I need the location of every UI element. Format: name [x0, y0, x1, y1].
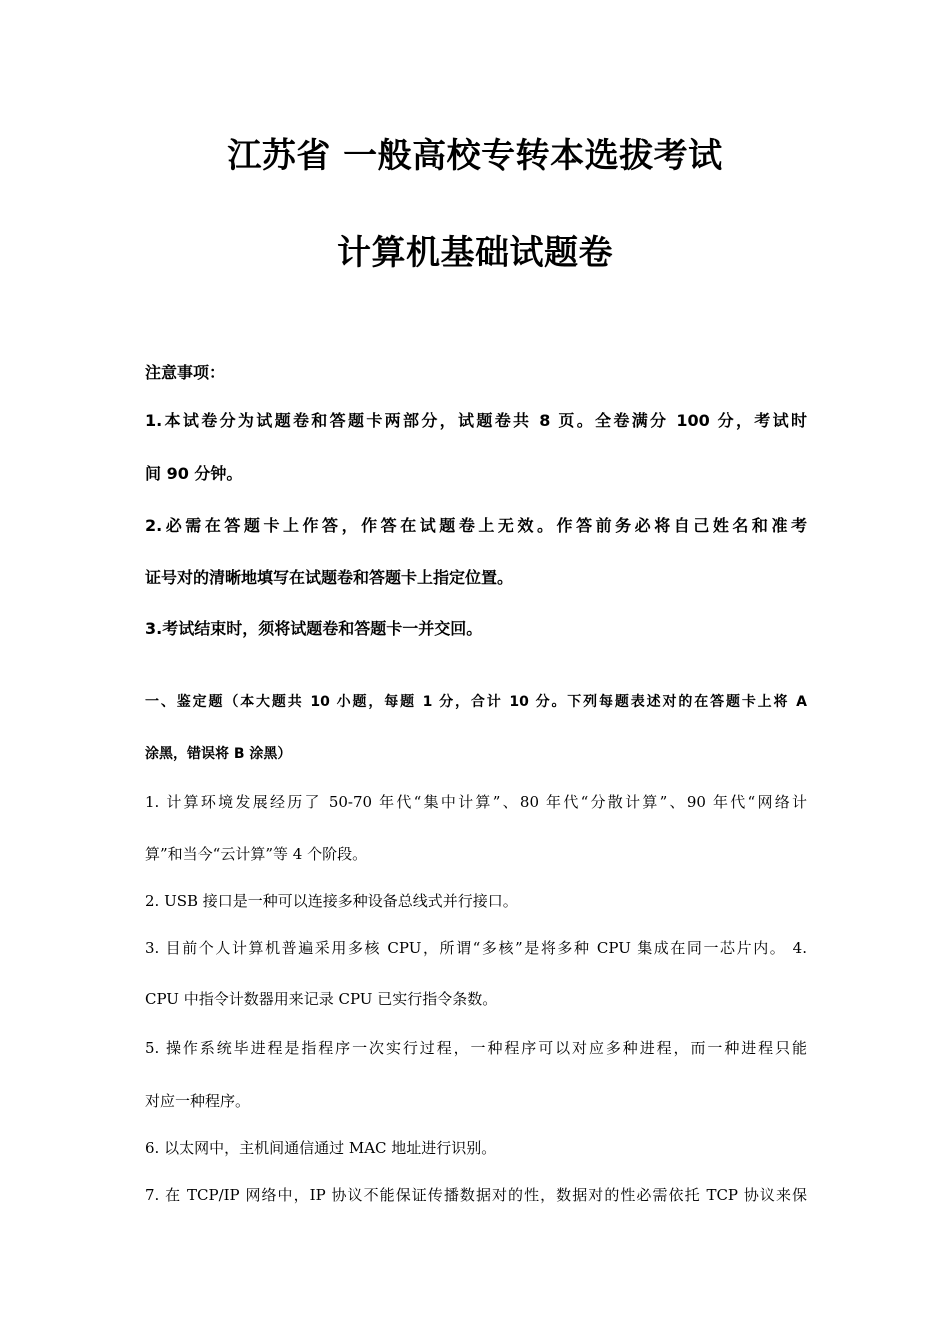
- notice-item-3: 3.考试结束时，须将试题卷和答题卡一并交回。: [145, 619, 483, 638]
- notice-heading: 注意事项：: [145, 363, 226, 382]
- question-4: CPU 中指令计数器用来记录 CPU 已实行指令条数。: [145, 990, 498, 1008]
- exam-title: 江苏省 一般高校专转本选拔考试: [227, 136, 723, 176]
- question-3-line-1: 3. 目前个人计算机普遍采用多核 CPU，所谓“多核”是将多种 CPU 集成在同一芯片内。 4.: [145, 939, 807, 957]
- question-7-line-1: 7. 在 TCP/IP 网络中，IP 协议不能保证传播数据对的性，数据对的性必需依托 TCP 协议来保: [145, 1186, 807, 1204]
- section-1-heading-line-2: 涂黑，错误将 B 涂黑）: [145, 746, 292, 762]
- question-5-line-1: 5. 操作系统毕进程是指程序一次实行过程，一种程序可以对应多种进程，而一种进程只能: [145, 1039, 807, 1057]
- question-5-line-2: 对应一种程序。: [145, 1092, 251, 1110]
- notice-item-2-line-2: 证号对的清晰地填写在试题卷和答题卡上指定位置。: [145, 568, 514, 587]
- exam-subtitle: 计算机基础试题卷: [337, 233, 613, 273]
- question-6: 6. 以太网中，主机间通信通过 MAC 地址进行识别。: [145, 1139, 497, 1157]
- notice-item-2-line-1: 2.必需在答题卡上作答，作答在试题卷上无效。作答前务必将自己姓名和准考: [145, 516, 807, 535]
- question-2: 2. USB 接口是一种可以连接多种设备总线式并行接口。: [145, 892, 518, 910]
- section-1-heading-line-1: 一、鉴定题（本大题共 10 小题，每题 1 分，合计 10 分。下列每题表述对的在答题卡上将 A: [145, 694, 807, 710]
- notice-item-1-line-2: 间 90 分钟。: [145, 464, 243, 483]
- notice-item-1-line-1: 1.本试卷分为试题卷和答题卡两部分，试题卷共 8 页。全卷满分 100 分，考试时: [145, 411, 807, 430]
- question-1-line-2: 算”和当今“云计算”等 4 个阶段。: [145, 845, 368, 863]
- question-1-line-1: 1. 计算环境发展经历了 50-70 年代“集中计算”、80 年代“分散计算”、90 年代“网络计: [145, 793, 807, 811]
